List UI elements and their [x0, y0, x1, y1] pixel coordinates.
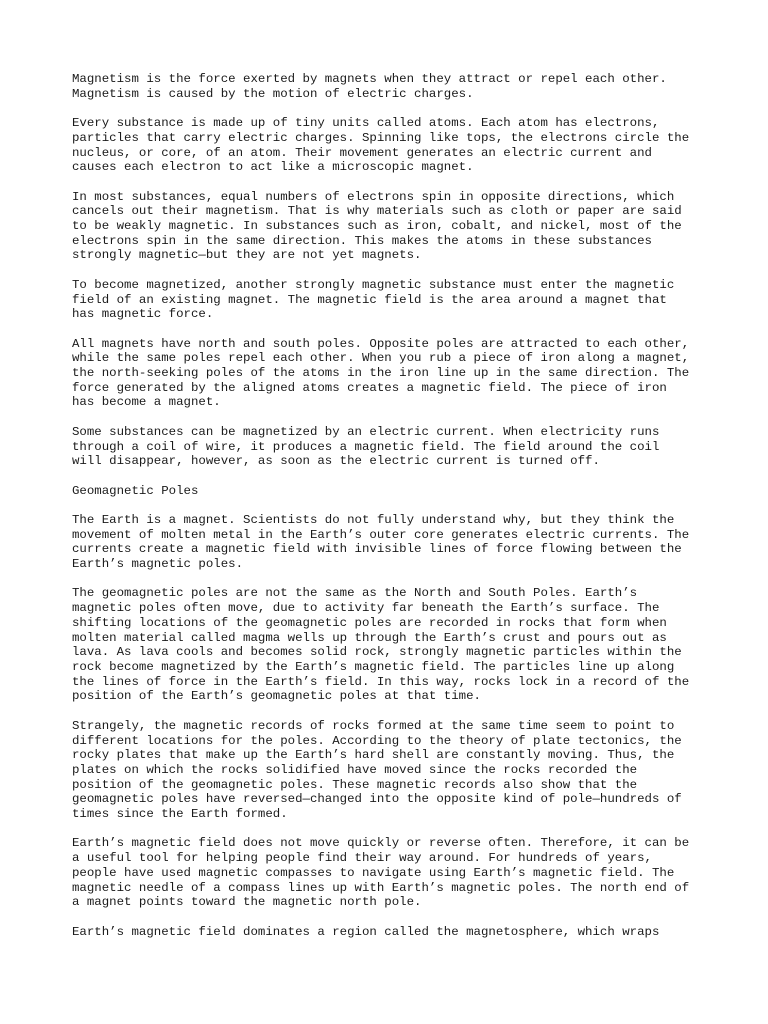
section-heading-geomagnetic-poles: Geomagnetic Poles: [72, 483, 199, 498]
paragraph-compass: Earth’s magnetic field does not move quickly or reverse often. Therefore, it can be a useful tool for helping people find their way around. For hundreds of years, people have used magnetic compasses to navigate using Earth’s magnetic field. The magnetic needle of a compass lines up with Earth’s magnetic poles. The north end of a magnet points toward the magnetic north pole.: [72, 836, 690, 910]
paragraph-intro: Magnetism is the force exerted by magnets when they attract or repel each other. Magnetism is caused by the motion of electric charges.: [72, 72, 667, 101]
paragraph-atoms: Every substance is made up of tiny units called atoms. Each atom has electrons, particles that carry electric charges. Spinning like tops, the electrons circle the nucleus, or core, of an atom. Their movement generates an electric current and causes each electron to act like a microscopic magnet.: [72, 116, 690, 175]
paragraph-earth-magnet: The Earth is a magnet. Scientists do not fully understand why, but they think the movement of molten metal in the Earth’s outer core generates electric currents. The currents create a magnetic field with invisible lines of force flowing between the Earth’s magnetic poles.: [72, 512, 690, 572]
paragraph-geomagnetic-vs-geographic: The geomagnetic poles are not the same as the North and South Poles. Earth’s magnetic poles often move, due to activity far beneath the Earth’s surface. The shifting locations of the geomagnetic poles are recorded in rocks that form when molten material called magma wells up through the Earth’s crust and pours out as lava. As lava cools and becomes solid rock, strongly magnetic particles within the rock become magnetized by the Earth’s magnetic field. The particles line up along the lines of force in the Earth’s field. In this way, rocks lock in a record of the position of the Earth’s geomagnetic poles at that time.: [72, 586, 690, 704]
document-body: [72, 72, 712, 954]
paragraph-magnetosphere: Earth’s magnetic field dominates a region called the magnetosphere, which wraps: [72, 924, 660, 939]
paragraph-poles: All magnets have north and south poles. Opposite poles are attracted to each other, while the same poles repel each other. When you rub a piece of iron along a magnet, the north-seeking poles of the atoms in the iron line up in the same direction. The force generated by the aligned atoms creates a magnetic field. The piece of iron has become a magnet.: [72, 336, 690, 410]
paragraph-electron-spin: In most substances, equal numbers of electrons spin in opposite directions, which cancels out their magnetism. That is why materials such as cloth or paper are said to be weakly magnetic. In substances such as iron, cobalt, and nickel, most of the electrons spin in the same direction. This makes the atoms in these substances strongly magnetic—but they are not yet magnets.: [72, 189, 682, 263]
paragraph-plate-tectonics: Strangely, the magnetic records of rocks formed at the same time seem to point to different locations for the poles. According to the theory of plate tectonics, the rocky plates that make up the Earth’s hard shell are constantly moving. Thus, the plates on which the rocks solidified have moved since the rocks recorded the position of the geomagnetic poles. These magnetic records also show that the geomagnetic poles have reversed—changed into the opposite kind of pole—hundreds of times since the Earth formed.: [72, 718, 682, 822]
paragraph-electric-current: Some substances can be magnetized by an electric current. When electricity runs through a coil of wire, it produces a magnetic field. The field around the coil will disappear, however, as soon as the electric current is turned off.: [72, 424, 660, 469]
paragraph-magnetizing: To become magnetized, another strongly magnetic substance must enter the magnetic field of an existing magnet. The magnetic field is the area around a magnet that has magnetic force.: [72, 277, 675, 322]
